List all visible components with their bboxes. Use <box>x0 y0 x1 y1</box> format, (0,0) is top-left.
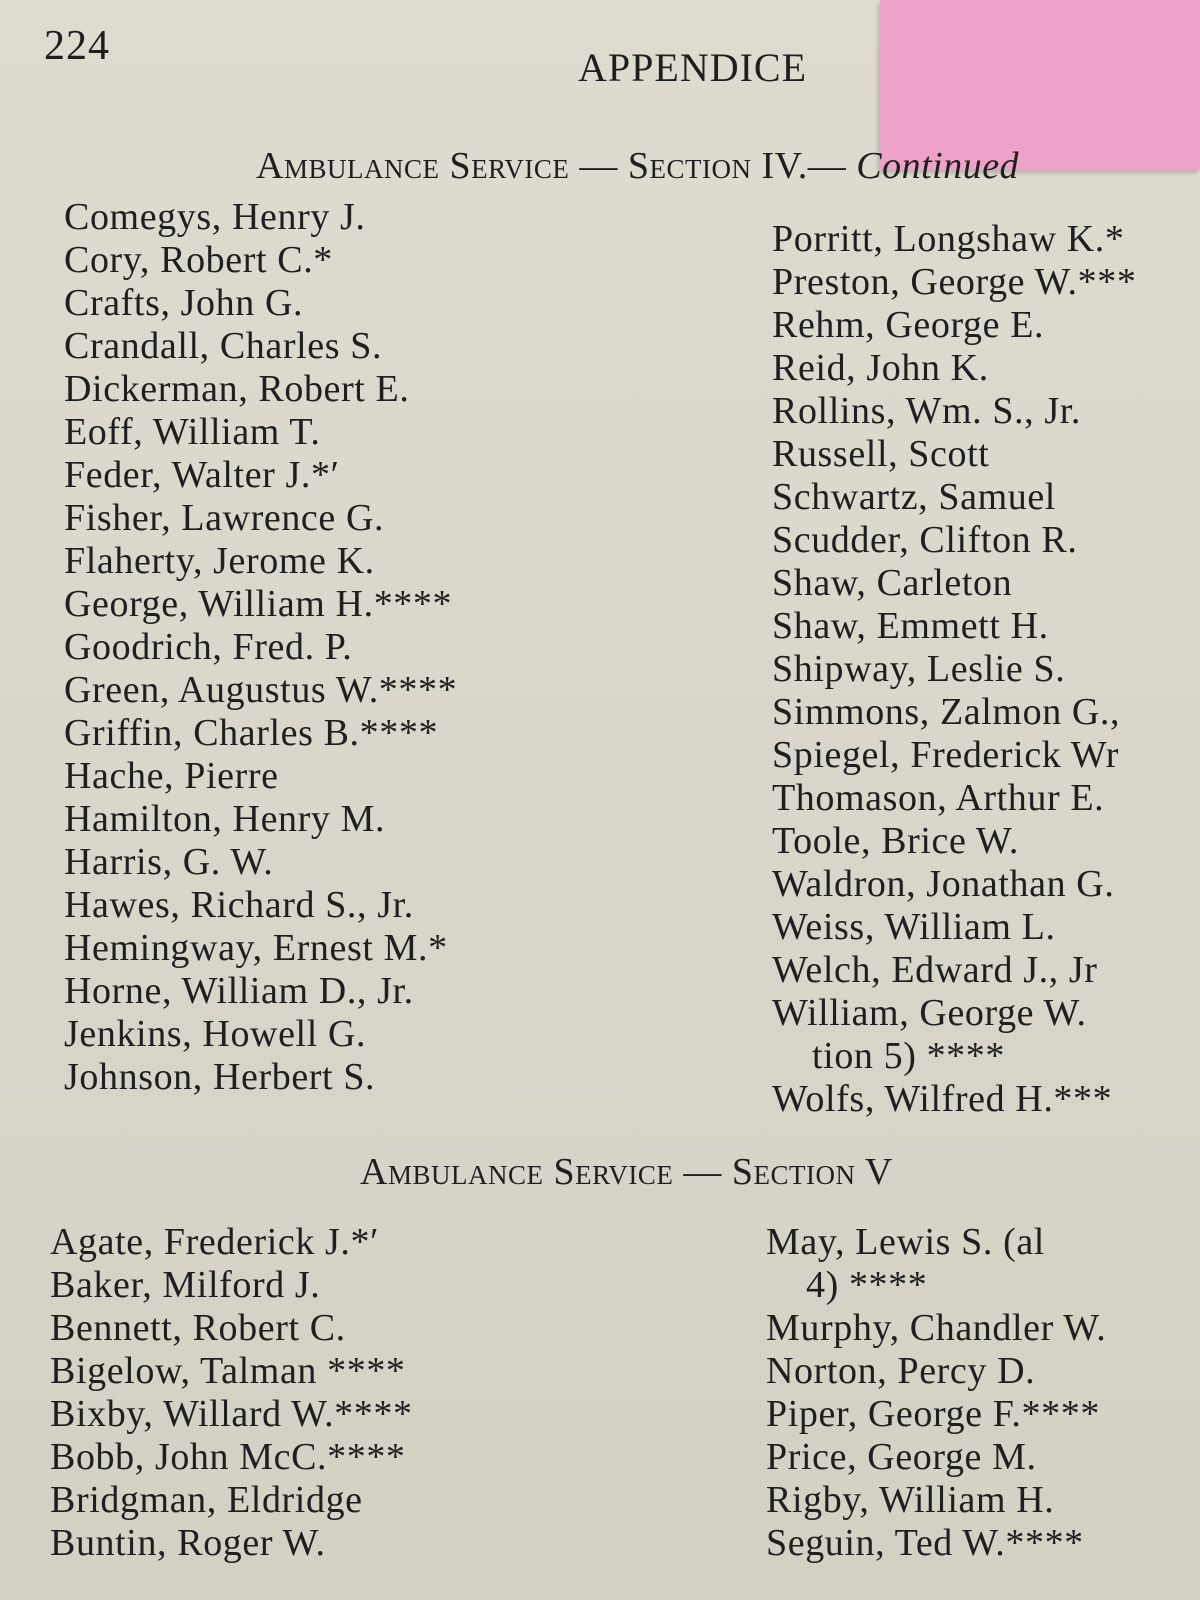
name-entry: Jenkins, Howell G. <box>64 1013 367 1055</box>
name-entry: Goodrich, Fred. P. <box>64 626 353 668</box>
name-entry: Porritt, Longshaw K.* <box>772 218 1125 260</box>
name-entry: Shaw, Emmett H. <box>772 605 1049 647</box>
name-entry: Johnson, Herbert S. <box>64 1056 376 1098</box>
name-entry: Thomason, Arthur E. <box>772 777 1105 819</box>
name-entry: Shaw, Carleton <box>772 562 1013 604</box>
name-entry: May, Lewis S. (al <box>766 1221 1045 1263</box>
name-entry: Comegys, Henry J. <box>64 196 366 238</box>
name-entry: Bobb, John McC.**** <box>50 1436 406 1478</box>
name-entry: Reid, John K. <box>772 347 989 389</box>
section-iv-heading-continued: Continued <box>856 145 1020 187</box>
name-entry: Russell, Scott <box>772 433 990 475</box>
name-entry: Weiss, William L. <box>772 906 1056 948</box>
name-entry: Hamilton, Henry M. <box>64 798 386 840</box>
name-entry: Welch, Edward J., Jr <box>772 949 1098 991</box>
name-entry: Crandall, Charles S. <box>64 325 383 367</box>
section-iv-heading-main: Ambulance Service — Section IV.— <box>256 145 847 187</box>
name-entry: Crafts, John G. <box>64 282 304 324</box>
name-entry: Eoff, William T. <box>64 411 321 453</box>
name-entry: Scudder, Clifton R. <box>772 519 1078 561</box>
name-entry: Bridgman, Eldridge <box>50 1479 363 1521</box>
name-entry: Norton, Percy D. <box>766 1350 1036 1392</box>
section-v-right-column <box>766 1221 1106 1565</box>
name-entry: Rehm, George E. <box>772 304 1045 346</box>
name-entry: Fisher, Lawrence G. <box>64 497 385 539</box>
name-entry: Griffin, Charles B.**** <box>64 712 439 754</box>
name-entry: Simmons, Zalmon G., <box>772 691 1121 733</box>
name-entry: Shipway, Leslie S. <box>772 648 1066 690</box>
name-entry: Piper, George F.**** <box>766 1393 1100 1435</box>
name-entry: Spiegel, Frederick Wr <box>772 734 1119 776</box>
name-entry: Flaherty, Jerome K. <box>64 540 375 582</box>
name-entry: Buntin, Roger W. <box>50 1522 326 1564</box>
name-entry-continuation: tion 5) **** <box>812 1035 1005 1077</box>
name-entry: Dickerman, Robert E. <box>64 368 410 410</box>
section-iv-right-column <box>772 218 1136 1121</box>
name-entry: Agate, Frederick J.*′ <box>50 1221 380 1263</box>
name-entry: George, William H.**** <box>64 583 453 625</box>
name-entry: William, George W. <box>772 992 1087 1034</box>
name-entry: Hawes, Richard S., Jr. <box>64 884 414 926</box>
name-entry: Bennett, Robert C. <box>50 1307 346 1349</box>
name-entry: Preston, George W.*** <box>772 261 1137 303</box>
section-v-heading: Ambulance Service — Section V <box>360 1151 893 1193</box>
name-entry: Feder, Walter J.*′ <box>64 454 340 496</box>
name-entry: Murphy, Chandler W. <box>766 1307 1107 1349</box>
name-entry: Schwartz, Samuel <box>772 476 1056 518</box>
name-entry: Baker, Milford J. <box>50 1264 321 1306</box>
name-entry: Rigby, William H. <box>766 1479 1055 1521</box>
name-entry: Green, Augustus W.**** <box>64 669 458 711</box>
name-entry: Waldron, Jonathan G. <box>772 863 1115 905</box>
page-number: 224 <box>44 23 110 69</box>
name-entry: Cory, Robert C.* <box>64 239 333 281</box>
name-entry: Harris, G. W. <box>64 841 274 883</box>
name-entry-continuation: 4) **** <box>806 1264 928 1306</box>
name-entry: Horne, William D., Jr. <box>64 970 414 1012</box>
name-entry: Toole, Brice W. <box>772 820 1019 862</box>
name-entry: Price, George M. <box>766 1436 1037 1478</box>
name-entry: Rollins, Wm. S., Jr. <box>772 390 1082 432</box>
name-entry: Seguin, Ted W.**** <box>766 1522 1084 1564</box>
name-entry: Bixby, Willard W.**** <box>50 1393 413 1435</box>
name-entry: Hemingway, Ernest M.* <box>64 927 448 969</box>
running-head: APPENDICE <box>578 45 808 90</box>
section-v-left-column <box>50 1221 413 1565</box>
name-entry: Hache, Pierre <box>64 755 279 797</box>
name-entry: Wolfs, Wilfred H.*** <box>772 1078 1113 1120</box>
name-entry: Bigelow, Talman **** <box>50 1350 406 1392</box>
